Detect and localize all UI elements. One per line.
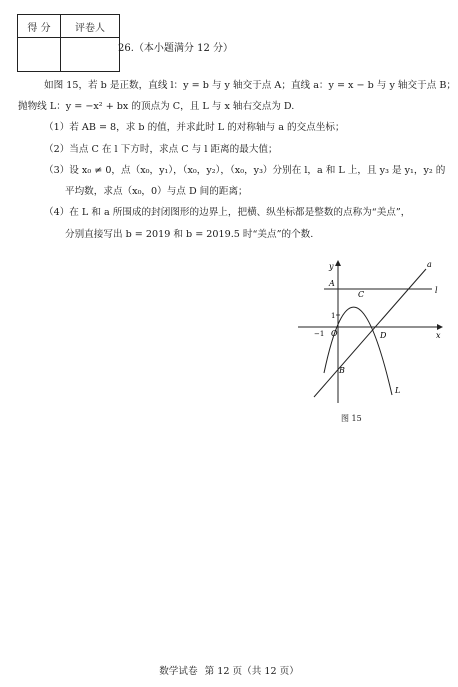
question-part-4-line-2: 分别直接写出 b = 2019 和 b = 2019.5 时“美点”的个数. [65,229,314,240]
label-parabola-L: L [395,386,401,395]
parabola-L [324,307,392,395]
label-y-axis: y [329,262,334,271]
label-minus-one: −1 [314,330,325,338]
grader-cell [61,38,120,72]
label-C: C [358,290,365,299]
question-part-3-line-2: 平均数，求点（x₀，0）与点 D 间的距离； [65,186,248,197]
score-cell [18,38,61,72]
question-number: 26.（本小题满分 12 分） [118,43,233,54]
score-table [17,14,120,72]
question-part-4-line-1: （4）在 L 和 a 所围成的封闭图形的边界上，把横、纵坐标都是整数的点称为“美点”， [44,207,411,218]
label-D: D [380,331,387,340]
label-line-l: l [435,286,438,295]
footer-subject: 数学试卷 [159,666,198,677]
label-line-a: a [427,260,432,269]
question-part-1: （1）若 AB = 8，求 b 的值，并求此时 L 的对称轴与 a 的交点坐标； [44,122,345,133]
page-footer [0,663,458,677]
footer-page-number: 第 12 页（共 12 页） [204,666,299,677]
score-header: 得 分 [18,15,61,38]
question-intro-line-1: 如图 15，若 b 是正数，直线 l：y = b 与 y 轴交于点 A；直线 a：y = x − b 与 y 轴交于点 B； [44,80,456,91]
label-one: 1 [331,312,336,320]
label-A: A [329,279,335,288]
label-B: B [339,366,345,375]
label-x-axis: x [436,331,441,340]
grader-header: 评卷人 [61,15,120,38]
question-part-2: （2）当点 C 在 l 下方时，求点 C 与 l 距离的最大值； [44,144,278,155]
question-part-3-line-1: （3）设 x₀ ≠ 0，点（x₀，y₁），（x₀，y₂），（x₀，y₃）分别在 l，a 和 L 上，且 y₃ 是 y₁，y₂ 的 [44,165,446,176]
label-O: O [331,329,338,338]
figure-caption: 图 15 [341,414,362,423]
question-intro-line-2: 抛物线 L：y = −x² + bx 的顶点为 C，且 L 与 x 轴右交点为 D. [18,101,295,112]
figure-15-graph [296,255,446,405]
